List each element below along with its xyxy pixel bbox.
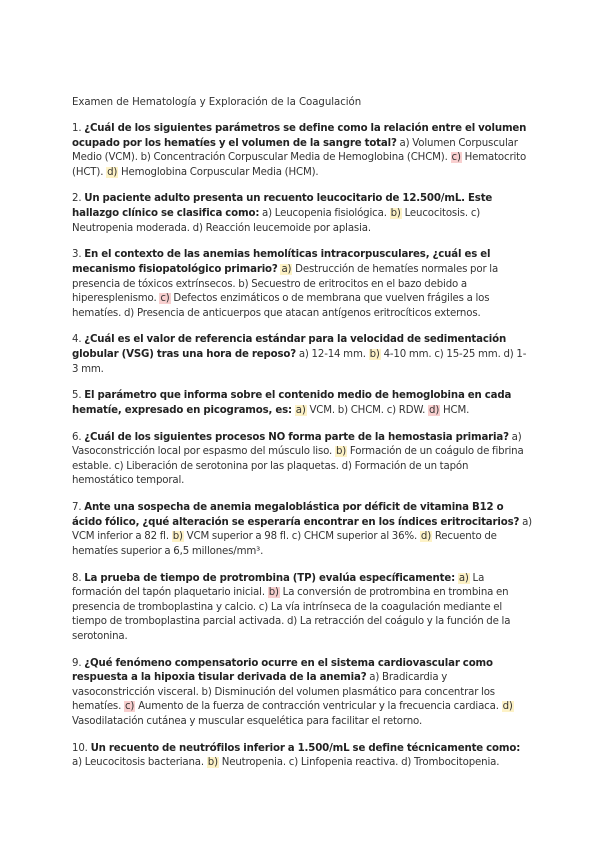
question-item bbox=[72, 248, 532, 321]
option-letter: b) bbox=[335, 446, 347, 458]
option-letter: b) bbox=[268, 587, 279, 599]
question-number: 9. bbox=[72, 657, 82, 669]
question-stem: ¿Qué fenómeno compensatorio ocurre en el sistema cardiovascular como respuesta a la hipoxia tisular derivada de la anemia? bbox=[72, 657, 493, 684]
question-stem: ¿Cuál es el valor de referencia estándar para la velocidad de sedimentación globular (VSG) tras una hora de reposo? bbox=[72, 334, 507, 360]
option-text: Recuento de hematíes superior a 6,5 millones/mm³. bbox=[72, 531, 497, 557]
option-text: Volumen Corpuscular Medio (VCM). bbox=[72, 137, 518, 164]
question-item bbox=[72, 333, 532, 377]
option-text: RDW. bbox=[398, 404, 426, 416]
option-letter: b) bbox=[201, 686, 212, 698]
option-letter: c) bbox=[451, 152, 461, 164]
option-letter: c) bbox=[386, 404, 396, 416]
option-text: Presencia de anticuerpos que atacan antígenos eritrocíticos externos. bbox=[136, 307, 481, 319]
option-text: La retracción del coágulo y la función de la serotonina. bbox=[72, 616, 511, 642]
document-page bbox=[72, 96, 532, 783]
option-letter: c) bbox=[434, 349, 444, 360]
option-letter: b) bbox=[369, 349, 380, 360]
option-text: CHCM. bbox=[350, 404, 384, 416]
option-letter: a) bbox=[511, 431, 522, 443]
option-letter: b) bbox=[172, 531, 183, 543]
question-number: 1. bbox=[72, 123, 82, 134]
option-letter: c) bbox=[291, 531, 302, 543]
option-letter: d) bbox=[123, 307, 135, 319]
option-letter: a) bbox=[458, 572, 469, 584]
option-letter: d) bbox=[107, 166, 118, 178]
option-text: Neutropenia moderada. bbox=[72, 222, 190, 234]
question-list bbox=[72, 122, 532, 771]
option-text: HCM. bbox=[442, 404, 470, 416]
option-text: Leucocitosis bacteriana. bbox=[84, 757, 204, 769]
option-text: Linfopenia reactiva. bbox=[300, 757, 399, 769]
question-item bbox=[72, 572, 532, 645]
option-letter: a) bbox=[369, 672, 380, 684]
option-text: Vasoconstricción local por espasmo del músculo liso. bbox=[72, 446, 333, 458]
option-letter: b) bbox=[140, 152, 151, 164]
option-letter: d) bbox=[429, 404, 440, 416]
option-text: 15-25 mm. bbox=[446, 349, 501, 360]
option-letter: b) bbox=[337, 404, 348, 416]
question-number: 4. bbox=[72, 334, 82, 346]
option-letter: a) bbox=[522, 516, 532, 528]
question-stem: En el contexto de las anemias hemolíticas intracorpusculares, ¿cuál es el mecanismo fisiopatológico primario? bbox=[72, 249, 491, 275]
option-text: La formación del tapón plaquetario inicial. bbox=[72, 572, 485, 599]
option-letter: c) bbox=[470, 208, 481, 220]
option-letter: c) bbox=[258, 601, 269, 613]
option-letter: b) bbox=[238, 278, 249, 290]
option-text: CHCM superior al 36%. bbox=[303, 531, 418, 543]
option-letter: b) bbox=[207, 757, 218, 769]
question-stem: Un paciente adulto presenta un recuento leucocitario de 12.500/mL. Este hallazgo clínico se clasifica como: bbox=[72, 193, 493, 220]
option-text: Reacción leucemoide por aplasia. bbox=[205, 222, 371, 234]
question-stem: El parámetro que informa sobre el contenido medio de hemoglobina en cada hematíe, expresado en picogramos, es: bbox=[72, 390, 512, 416]
option-letter: d) bbox=[420, 531, 432, 543]
option-text: Trombocitopenia. bbox=[414, 757, 500, 769]
option-text: VCM. bbox=[309, 404, 335, 416]
question-stem: La prueba de tiempo de protrombina (TP) evalúa específicamente: bbox=[84, 572, 456, 584]
question-item bbox=[72, 122, 532, 180]
option-letter: c) bbox=[160, 293, 170, 305]
option-letter: d) bbox=[286, 616, 298, 628]
option-text: Hemoglobina Corpuscular Media (HCM). bbox=[121, 166, 319, 178]
option-letter: d) bbox=[341, 460, 352, 472]
option-text: VCM superior a 98 fl. bbox=[186, 531, 289, 543]
question-number: 6. bbox=[72, 431, 82, 443]
option-letter: c) bbox=[114, 460, 124, 472]
question-number: 7. bbox=[72, 502, 82, 514]
option-letter: d) bbox=[502, 701, 513, 713]
option-letter: a) bbox=[295, 404, 306, 416]
question-stem: ¿Cuál de los siguientes parámetros se define como la relación entre el volumen ocupado por los hematíes y el volumen de la sangre total? bbox=[72, 123, 527, 149]
question-number: 10. bbox=[72, 742, 88, 754]
option-text: Concentración Corpuscular Media de Hemoglobina (CHCM). bbox=[153, 152, 448, 164]
option-text: La conversión de protrombina en trombina en presencia de tromboplastina y calcio. bbox=[72, 587, 509, 613]
question-number: 2. bbox=[72, 193, 82, 205]
option-text: 4-10 mm. bbox=[383, 349, 432, 360]
option-text: Leucocitosis. bbox=[404, 208, 469, 220]
option-text: Leucopenia fisiológica. bbox=[274, 208, 387, 220]
option-text: Disminución del volumen plasmático para concentrar los hematíes. bbox=[72, 686, 495, 713]
question-number: 8. bbox=[72, 572, 82, 584]
option-letter: d) bbox=[401, 757, 412, 769]
option-letter: b) bbox=[390, 208, 401, 220]
option-letter: a) bbox=[72, 757, 82, 769]
option-text: Destrucción de hematíes normales por la presencia de tóxicos extrínsecos. bbox=[72, 263, 499, 290]
question-item bbox=[72, 501, 532, 559]
option-letter: a) bbox=[399, 137, 410, 149]
option-text: 12-14 mm. bbox=[311, 349, 366, 360]
option-text: Aumento de la fuerza de contracción ventricular y la frecuencia cardiaca. bbox=[138, 701, 499, 713]
question-item bbox=[72, 192, 532, 236]
option-text: Neutropenia. bbox=[221, 757, 286, 769]
option-text: Formación de un coágulo de fibrina estable. bbox=[72, 446, 524, 472]
option-text: Hematocrito (HCT). bbox=[72, 152, 527, 178]
question-item bbox=[72, 431, 532, 489]
document-title: Examen de Hematología y Exploración de la Coagulación bbox=[72, 97, 362, 108]
option-letter: c) bbox=[288, 757, 299, 769]
question-item bbox=[72, 657, 532, 730]
option-text: Vasodilatación cutánea y muscular esquelética para facilitar el retorno. bbox=[72, 715, 423, 727]
option-text: Formación de un tapón hemostático temporal. bbox=[72, 460, 469, 487]
option-text: Bradicardia y vasoconstricción visceral. bbox=[72, 672, 448, 698]
question-item bbox=[72, 389, 532, 418]
option-text: VCM inferior a 82 fl. bbox=[72, 531, 169, 543]
option-letter: d) bbox=[192, 222, 203, 234]
option-text: Secuestro de eritrocitos en el bazo debido a hiperesplenismo. bbox=[72, 278, 468, 305]
option-text: 1-3 mm. bbox=[72, 349, 527, 375]
option-text: Liberación de serotonina por las plaquetas. bbox=[126, 460, 339, 472]
question-item bbox=[72, 742, 532, 771]
option-letter: a) bbox=[262, 208, 272, 220]
option-text: La vía intrínseca de la coagulación mediante el tiempo de tromboplastina parcial activada. bbox=[72, 601, 503, 628]
question-stem: Un recuento de neutrófilos inferior a 1.500/mL se define técnicamente como: bbox=[90, 742, 521, 754]
option-letter: a) bbox=[281, 263, 292, 275]
question-stem: ¿Cuál de los siguientes procesos NO forma parte de la hemostasia primaria? bbox=[84, 431, 509, 443]
option-letter: d) bbox=[503, 349, 514, 360]
question-number: 3. bbox=[72, 249, 82, 261]
option-letter: a) bbox=[298, 349, 309, 360]
question-stem: Ante una sospecha de anemia megaloblástica por déficit de vitamina B12 o ácido fólico, ¿qué alteración se esperaría encontrar en los índices eritrocitarios? bbox=[72, 502, 520, 528]
option-text: Defectos enzimáticos o de membrana que vuelven frágiles a los hematíes. bbox=[72, 293, 490, 319]
question-number: 5. bbox=[72, 390, 82, 402]
option-letter: c) bbox=[124, 701, 135, 713]
